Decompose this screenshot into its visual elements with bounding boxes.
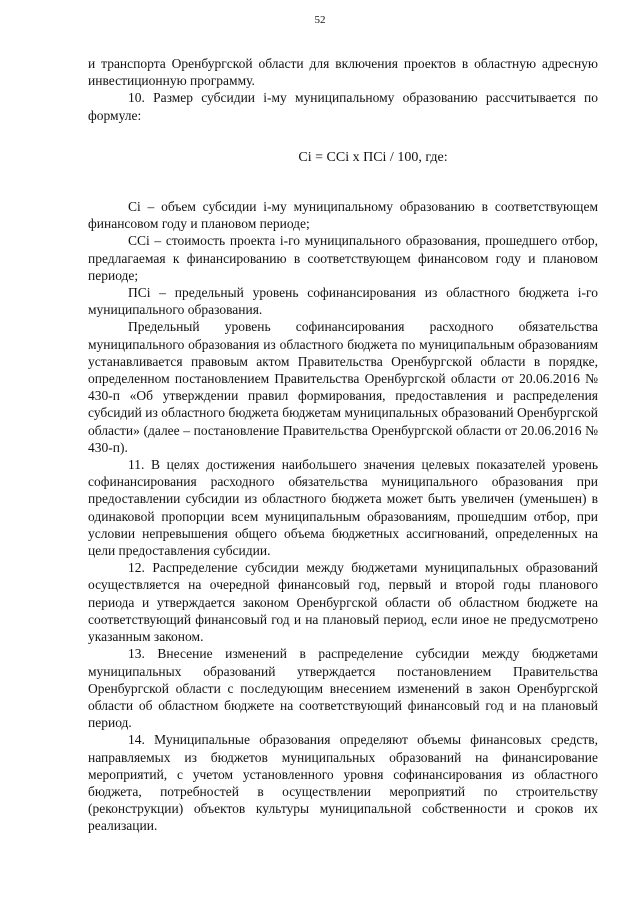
paragraph-continuation: и транспорта Оренбургской области для включения проектов в областную адресную инвестиционную программу.: [88, 56, 598, 89]
paragraph-14: 14. Муниципальные образования определяют объемы финансовых средств, направляемых из бюджетов муниципальных образований на финансирование мероприятий, с учетом установленного уровня софинансирования из областного бюджета, потребностей в осуществлении мероприятий по строительству (реконструкции) объектов культуры муниципальной собственности и сроков их реализации.: [88, 732, 598, 834]
document-body: [88, 55, 598, 835]
subsidy-formula: Ci = CCi х ПСi / 100, где:: [298, 149, 448, 165]
paragraph-13: 13. Внесение изменений в распределение субсидии между бюджетами муниципальных образований утверждается постановлением Правительства Оренбургской области с последующим внесением изменений в закон Оренбургской области об областном бюджете на соответствующий финансовый год и на плановый период.: [88, 646, 598, 731]
definition-ci: Ci – объем субсидии i-му муниципальному образованию в соответствующем финансовом году и плановом периоде;: [88, 199, 598, 232]
definition-psi: ПСi – предельный уровень софинансирования из областного бюджета i-го муниципального образования.: [88, 285, 598, 318]
page-number: 52: [314, 14, 326, 26]
paragraph-12: 12. Распределение субсидии между бюджетами муниципальных образований осуществляется на очередной финансовый год, первый и второй годы планового периода и утверждается законом Оренбургской области об областном бюджете на соответствующий финансовый год и на плановый период, если иное не предусмотрено указанным законом.: [88, 560, 598, 645]
paragraph-10: 10. Размер субсидии i-му муниципальному образованию рассчитывается по формуле:: [88, 90, 598, 123]
paragraph-11: 11. В целях достижения наибольшего значения целевых показателей уровень софинансирования расходного обязательства муниципального образования при предоставлении субсидии из областного бюджета может быть увеличен (уменьшен) в одинаковой пропорции всем муниципальным образованиям, прошедшим отбор, при условии непревышения общего объема бюджетных ассигнований, определенных на цели предоставления субсидии.: [88, 457, 598, 559]
definition-cci: CCi – стоимость проекта i-го муниципального образования, прошедшего отбор, предлагаемая к финансированию в соответствующем финансовом году и плановом периоде;: [88, 233, 598, 283]
paragraph-cofinancing-level: Предельный уровень софинансирования расходного обязательства муниципального образования из областного бюджета по муниципальным образованиям устанавливается правовым актом Правительства Оренбургской области в порядке, определенном постановлением Правительства Оренбургской области от 20.06.2016 № 430-п «Об утверждении правил формирования, предоставления и распределения субсидий из областного бюджета бюджетам муниципальных образований Оренбургской области» (далее – постановление Правительства Оренбургской области от 20.06.2016 № 430-п).: [88, 319, 598, 455]
